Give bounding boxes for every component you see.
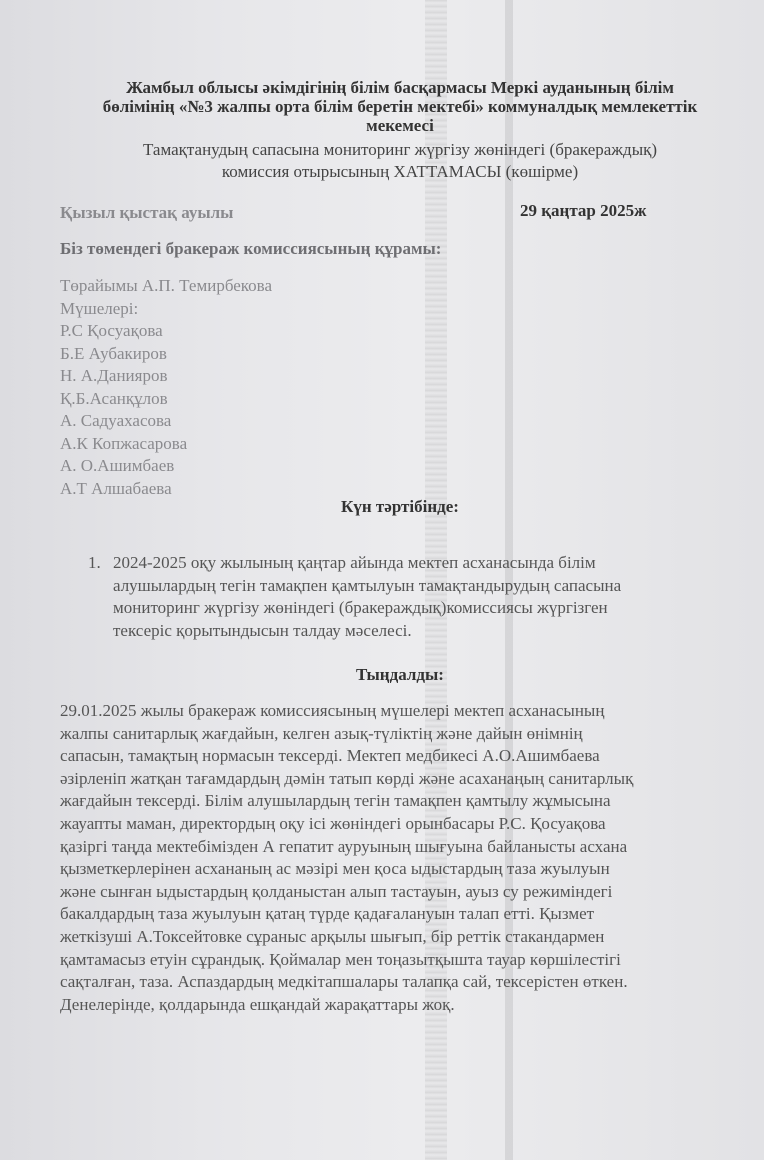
body-line: қазіргі таңда мектебімізден А гепатит ауруының шығуына байланысты асхана	[60, 836, 628, 856]
member-line: Мүшелері:	[60, 298, 139, 318]
body-line: қамтамасыз етуін сұрандық. Қоймалар мен тоңазытқышта тауар көршілестігі	[60, 949, 621, 969]
member-line: А. О.Ашимбаев	[60, 456, 175, 475]
title-line-2: комиссия отырысының ХАТТАМАСЫ (көшірме)	[221, 162, 579, 181]
agenda-line: алушылардың тегін тамақпен қамтылуын тамақтандырудың сапасына	[113, 575, 622, 595]
institution-header	[55, 78, 745, 135]
agenda-line: 2024-2025 оқу жылының қаңтар айында мектеп асханасында білім	[113, 553, 596, 572]
commission-members	[60, 275, 272, 500]
body-line: жеткізуші А.Токсейтовке сұраныс арқылы шығып, бір реттік стакандармен	[60, 926, 605, 946]
member-line: А.К Копжасарова	[60, 433, 188, 453]
minutes-body	[60, 700, 750, 1016]
agenda-heading: Күн тәртібінде:	[341, 497, 459, 516]
agenda-text	[113, 552, 718, 642]
body-line: жағдайын тексерді. Білім алушылардың тегін тамақпен қамтылу жұмысына	[60, 791, 611, 811]
body-line: жалпы санитарлық жағдайын, келген азық-түліктің және дайын өнімнің	[60, 723, 583, 743]
agenda-number: 1.	[88, 553, 101, 572]
commission-intro: Біз төмендегі бракераж комиссиясының құрамы:	[60, 239, 442, 258]
member-line: Төрайымы А.П. Темирбекова	[60, 276, 273, 295]
body-line: Денелерінде, қолдарында ешқандай жарақаттары жоқ.	[60, 994, 455, 1014]
body-line: қызметкерлерінен асхананың ас мәзірі мен қоса ыдыстардың таза жуылуын	[60, 859, 610, 879]
agenda-item	[88, 552, 718, 642]
body-line: сапасын, тамақтың нормасын тексерді. Мектеп медбикесі А.О.Ашимбаева	[60, 746, 600, 766]
body-line: жауапты маман, директордың оқу ісі жөніндегі орынбасары Р.С. Қосуақова	[60, 813, 606, 833]
body-line: 29.01.2025 жылы бракераж комиссиясының мүшелері мектеп асханасының	[60, 701, 605, 720]
member-line: А.Т Алшабаева	[60, 478, 172, 498]
member-line: Н. А.Данияров	[60, 366, 168, 385]
title-line-1: Тамақтанудың сапасына мониторинг жүргізу жөніндегі (бракераждық)	[142, 140, 658, 159]
header-line-2: бөлімінің «№3 жалпы орта білім беретін мектебі» коммуналдық мемлекеттік	[102, 97, 698, 116]
document-title	[55, 139, 745, 183]
meeting-date: 29 қаңтар 2025ж	[520, 201, 647, 220]
member-line: Р.С Қосуақова	[60, 321, 163, 340]
body-line: және сынған ыдыстардың қолданыстан алып тастауын, ауыз су режиміндегі	[60, 881, 613, 901]
header-line-1: Жамбыл облысы әкімдігінің білім басқармасы Меркі ауданының білім	[126, 78, 674, 97]
body-line: бакалдардың таза жуылуын қатаң түрде қадағалануын талап етті. Қызмет	[60, 904, 595, 924]
agenda-line: тексеріс қорытындысын талдау мәселесі.	[113, 620, 412, 640]
body-line: әзірленіп жатқан тағамдардың дәмін татып көрді және асаханаңың санитарлық	[60, 768, 634, 788]
member-line: Б.Е Аубакиров	[60, 343, 167, 363]
header-line-3: мекемесі	[366, 116, 434, 135]
member-line: А. Садуахасова	[60, 411, 172, 430]
agenda-line: мониторинг жүргізу жөніндегі (бракераждық)комиссиясы жүргізген	[113, 598, 608, 617]
listened-heading: Тыңдалды:	[356, 665, 444, 684]
meeting-place: Қызыл қыстақ ауылы	[60, 203, 234, 222]
member-line: Қ.Б.Асанқұлов	[60, 388, 168, 408]
body-line: сақталған, таза. Аспаздардың медкітапшалары талапқа сай, тексерістен өткен.	[60, 972, 628, 992]
